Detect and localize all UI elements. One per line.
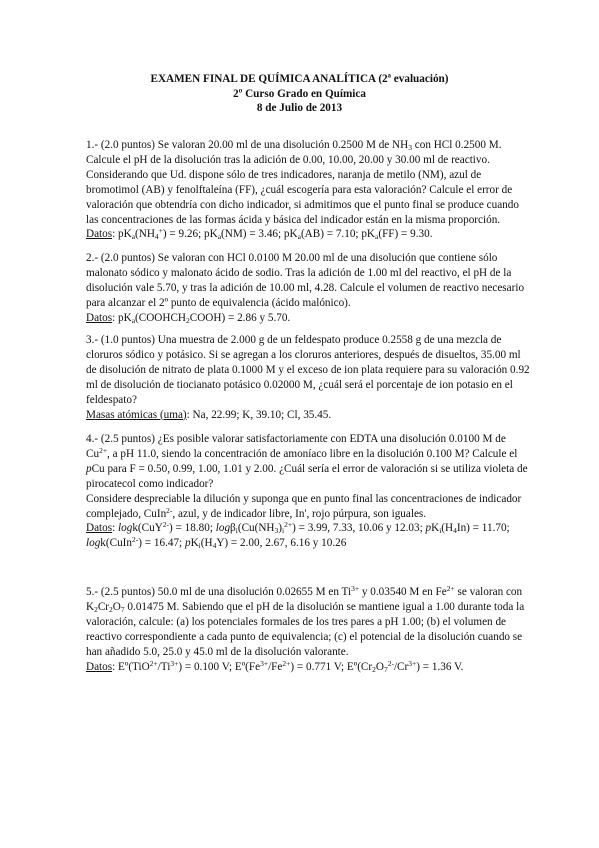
question-3-data: Masas atómicas (uma): Na, 22.99; K, 39.10; Cl, 35.45. [86,408,332,421]
question-4 [86,432,530,551]
question-2-data: Datos: $pK_a(COOHCH_2COOH) = 2.86$ y 5.70. [86,311,291,325]
exam-date: 8 de Julio de 2013 [256,102,343,114]
question-1-text: 1.- (2.0 puntos) Se valoran 20.00 ml de una disolución 0.2500 M de $NH_3$ con HCl 0.2500 M. Calcule el pH de la disolución tras la adición de 0.00, 10.00, 20.00 y 30.00 ml de reactivo. Considerando que Ud. dispone sólo de tres indicadores, naranja de metilo (NM), azul de bromotimol (AB) y fenolftaleína (FF), ¿cuál escogería para esta valoración? Calcule el error de valoración que obtendría con dicho indicador, si admitimos que el punto final se produce cuando las concentraciones de las formas ácida y básica del indicador están en la misma proporción. [86,139,519,226]
question-5-data: Datos: $Eº(TiO^{2+}/Ti^{3+}) = 0.100$ V; $Eº(Fe^{3+}/Fe^{2+}) = 0.771$ V; $Eº(Cr_2O_7^{2-}/Cr^{3+}) = 1.36$ V. [86,658,464,674]
question-4-data: Datos: logk(CuY$^{2-}$) = 18.80; $\log\beta_i(Cu(NH_3)_i^{2+}) = 3.99$, 7.33, 10.06 y 12.03; $pK_i(H_4In) = 11.70$; logk(CuIn$^{2-}$) = 16.47; $pK_i(H_4Y) = 2.00$, 2.67, 6.16 y 10.26 [86,520,510,551]
exam-title: EXAMEN FINAL DE QUÍMICA ANALÍTICA (2ª evaluación) [150,73,449,85]
question-5-text: 5.- (2.5 puntos) 50.0 ml de una disolución 0.02655 M en $Ti^{3+}$ y 0.03540 M en $Fe^{2+}$ se valoran con $K_2Cr_2O_7$ 0.01475 M. Sabiendo que el pH de la disolución se mantiene igual a 1.00 durante toda la valoración, calcule: (a) los potenciales formales de los tres pares a pH 1.00; (b) el volumen de reactivo correspondiente a cada punto de equivalencia; (c) el potencial de la disolución cuando se han añadido 5.0, 25.0 y 45.0 ml de la disolución valorante. [86,584,525,658]
question-4-note: Considere despreciable la dilución y suponga que en punto final las concentraciones de indicador complejado, CuIn$^{2-}$, azul, y de indicador libre, In', rojo púrpura, son iguales. [86,492,522,520]
question-5 [86,585,530,674]
question-3-text: 3.- (1.0 puntos) Una muestra de 2.000 g de un feldespato produce 0.2558 g de una mezcla de cloruros sódico y potásico. Si se agregan a los cloruros anteriores, después de disueltos, 35.00 ml de disolución de nitrato de plata 0.1000 M y el exceso de ion plata requiere para su valoración 0.92 ml de disolución de tiocianato potásico 0.02000 M, ¿cuál será el porcentaje de ion potasio en el feldespato? [86,334,530,406]
question-2 [86,251,530,326]
question-1 [86,138,530,242]
question-2-text: 2.- (2.0 puntos) Se valoran con HCl 0.0100 M 20.00 ml de una disolución que contiene sólo malonato sódico y malonato ácido de sodio. Tras la adición de 1.00 ml del reactivo, el pH de la disolución vale 5.70, y tras la adición de 10.00 ml, 4.28. Calcule el volumen de reactivo necesario para alcanzar el 2º punto de equivalencia (ácido malónico). [86,252,525,309]
question-4-text: 4.- (2.5 puntos) ¿Es posible valorar satisfactoriamente con EDTA una disolución 0.0100 M de $Cu^{2+}$, a pH 11.0, siendo la concentración de amoníaco libre en la disolución 0.100 M? Calcule el pCu para F = 0.50, 0.99, 1.00, 1.01 y 2.00. ¿Cuál sería el error de valoración si se utiliza violeta de pirocatecol como indicador? [86,433,528,490]
question-1-data: Datos: $pK_a(NH_4^+) = 9.26$; $pK_a(NM) = 3.46$; $pK_a(AB) = 7.10$; $pK_a(FF) = 9.30$. [86,226,433,242]
exam-course: 2º Curso Grado en Química [233,87,366,100]
exam-header [0,72,599,116]
question-3 [86,333,530,422]
